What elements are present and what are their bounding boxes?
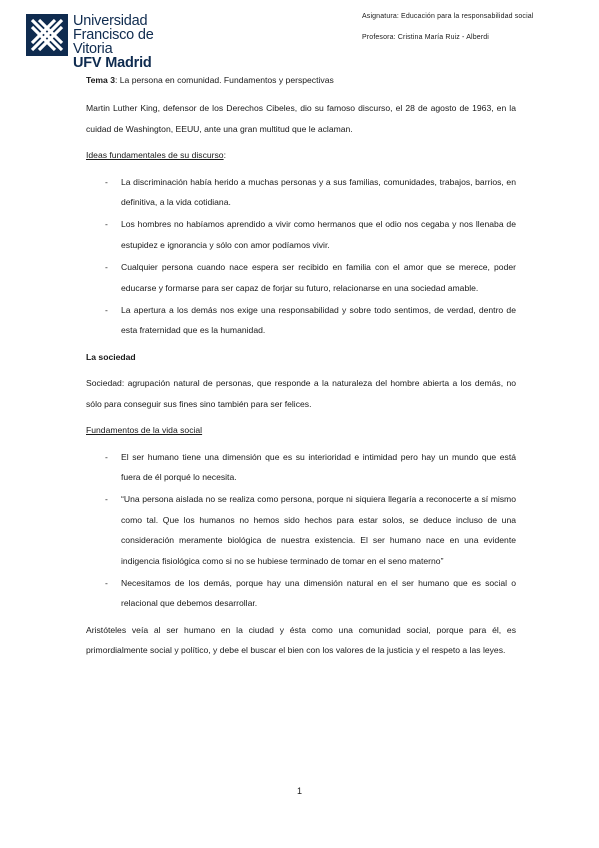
society-heading: La sociedad [86,351,136,362]
list-item [86,447,516,488]
society-paragraph: Sociedad: agrupación natural de personas, que responde a la naturaleza del hombre abierta a los demás, no sólo para conseguir sus fines sino también para ser felices. [86,378,516,409]
university-logo [26,13,196,71]
list-item [86,489,516,571]
closing-paragraph: Aristóteles veía al ser humano en la ciudad y ésta como una comunidad social, porque para él, es primordialmente social y político, y debe el buscar el bien con los valores de la justicia y el respeto a las leyes. [86,624,516,656]
list-item [86,214,516,255]
ideas-list [86,172,516,341]
ideas-heading [86,145,516,165]
foundations-list [86,447,516,614]
list-item [86,257,516,298]
dash-bullet: - [105,451,108,462]
foundations-heading [86,420,516,440]
dash-bullet: - [105,305,108,316]
list-item [86,573,516,614]
ufv-emblem-icon [26,14,68,56]
dash-bullet: - [105,577,108,588]
list-item-text: “Una persona aislada no se realiza como persona, porque ni siquiera llegaría a reconocerte a sí mismo como tal. Que los humanos no hemos sido hechos para estar solos, se deduce incluso de una consideración meramente biológica de nuestra existencia. El ser humano nace en una evidente indigencia fisiológica como si no se hubiese terminado de tomar en el seno materno” [121,494,516,566]
intro-paragraph: Martin Luther King, defensor de los Derechos Cibeles, dio su famoso discurso, el 28 de agosto de 1963, en la cuidad de Washington, EEUU, ante una gran multitud que le aclaman. [86,103,516,134]
dash-bullet: - [105,262,108,273]
dash-bullet: - [105,494,108,505]
list-item [86,172,516,213]
title-label: Tema 3 [86,75,115,85]
list-item-text: La discriminación había herido a muchas personas y a sus familias, comunidades, trabajos, barrios, en definitiva, a la vida cotidiana. [121,176,516,208]
dash-bullet: - [105,176,108,187]
logo-line-francisco-de-vitoria: Francisco de Vitoria [73,27,154,57]
list-item-text: La apertura a los demás nos exige una responsabilidad y sobre todo sentimos, de verdad, dentro de esta fraternidad que es la humanidad. [121,305,516,336]
document-title [86,70,516,90]
list-item-text: Necesitamos de los demás, porque hay una dimensión natural en el ser humano que es social o relacional que debemos desarrollar. [121,577,516,609]
title-text: : La persona en comunidad. Fundamentos y perspectivas [114,75,334,85]
subject-label: Asignatura: Educación para la responsabilidad social [362,13,534,20]
foundations-heading-text: Fundamentos de la vida social [86,425,203,436]
document-body [86,70,516,667]
dash-bullet: - [105,219,108,230]
list-item-text: Cualquier persona cuando nace espera ser recibido en familia con el amor que se merece, poder educarse y formarse para ser capaz de forjar su futuro, relacionarse en una sociedad amable. [121,262,516,293]
page-number: 1 [296,786,302,796]
list-item [86,300,516,341]
list-item-text: Los hombres no habíamos aprendido a vivir como hermanos que el odio nos cegaba y nos llenaba de estupidez e ignorancia y sólo con amor podíamos vivir. [121,219,516,250]
logo-line-universidad: Universidad [73,13,148,29]
professor-label: Profesora: Cristina María Ruiz - Alberdi [362,34,489,41]
ideas-heading-colon: : [223,150,226,161]
logo-line-ufv-madrid: UFV Madrid [73,55,152,71]
ideas-heading-text: Ideas fundamentales de su discurso [86,150,224,161]
list-item-text: El ser humano tiene una dimensión que es su interioridad e intimidad pero hay un mundo que está fuera de él porqué lo necesita. [121,451,516,482]
logo-wordmark [73,14,196,70]
